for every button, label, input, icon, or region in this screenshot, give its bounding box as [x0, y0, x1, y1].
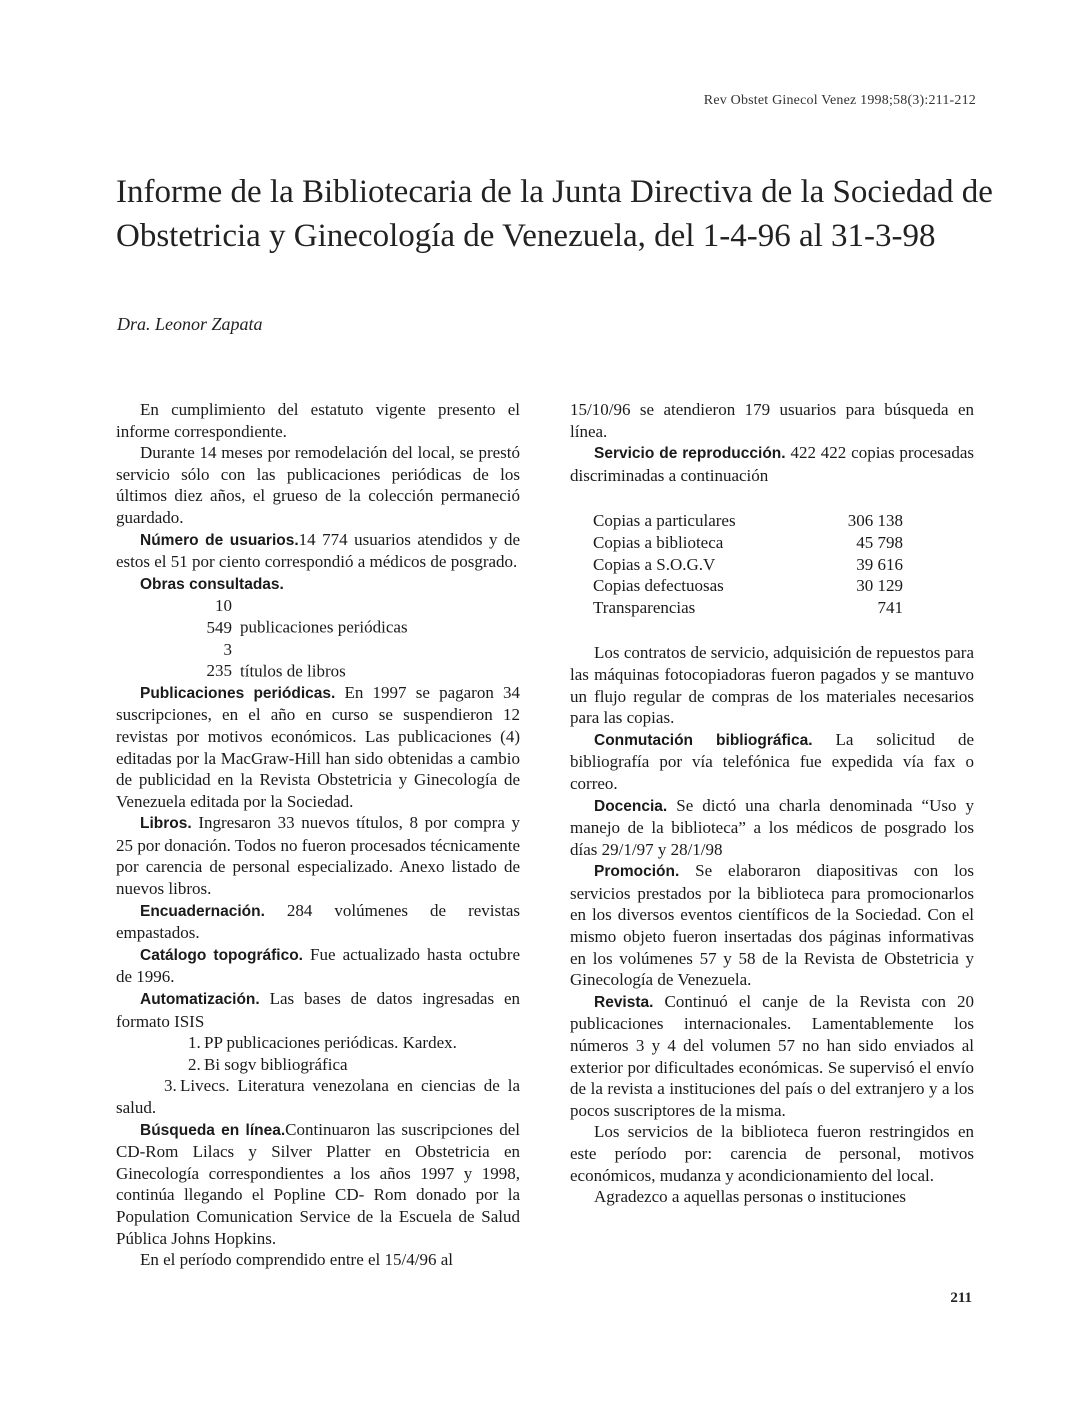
section-obras	[116, 573, 520, 596]
article-title: Informe de la Bibliotecaria de la Junta Directiva de la Sociedad de Obstetricia y Ginecología de Venezuela, del 1-4-96 al 31-3-98	[116, 174, 993, 254]
section-label: Encuadernación.	[140, 902, 265, 920]
section-libros	[116, 812, 520, 899]
section-label: Promoción.	[594, 863, 680, 881]
count-value: 3 235	[206, 639, 232, 681]
section-conmutacion	[570, 729, 974, 795]
count-value: 10 549	[206, 596, 232, 637]
paragraph-intro: En cumplimiento del estatuto vigente presento el informe correspondiente.	[116, 400, 520, 441]
section-label: Automatización.	[140, 991, 260, 1009]
section-label: Libros.	[140, 815, 192, 833]
section-automatizacion	[116, 988, 520, 1032]
section-text: 14 774 usuarios atendidos y de estos el 51 por ciento correspondió a médicos de posgrado.	[116, 529, 520, 572]
table-cell-label: Transparencias	[593, 597, 696, 617]
section-text: Las bases de datos ingresadas en formato ISIS	[116, 989, 520, 1031]
section-label: Revista.	[594, 993, 654, 1011]
item-text: títulos de libros	[240, 661, 346, 681]
section-encuadernacion	[116, 900, 520, 944]
section-usuarios	[116, 529, 520, 573]
section-text: Continuó el canje de la Revista con 20 publicaciones internacionales. Lamentablemente los números 3 y 4 del volumen 57 no han sido enviados al exterior por dificultades económicas. Se supervisó el envío de la revista a instituciones del país o del extranjero y a los pocos suscriptores de la misma.	[570, 991, 975, 1120]
section-text: Se dictó una charla denominada “Uso y manejo de la biblioteca” a los médicos de posgrado los días 29/1/97 y 28/1/98	[570, 795, 975, 859]
section-label: Conmutación bibliográfica.	[594, 731, 813, 749]
section-revista	[570, 991, 974, 1122]
table-cell-value: 45 798	[856, 532, 903, 552]
item-text: PP publicaciones periódicas. Kardex.	[204, 1033, 457, 1053]
table-cell-label: Copias a biblioteca	[593, 532, 724, 552]
section-reproduccion	[570, 442, 974, 486]
section-label: Publicaciones periódicas.	[140, 684, 336, 702]
table-cell-value: 39 616	[856, 554, 903, 574]
item-number: 1.	[188, 1033, 201, 1053]
list-item	[116, 595, 520, 638]
table-cell-value: 306 138	[847, 511, 903, 531]
paragraph-contratos: Los contratos de servicio, adquisición de repuestos para las máquinas fotocopiadoras fueron pagados y se mantuvo un flujo regular de compras de los materiales necesarios para las copias.	[570, 643, 974, 728]
table-row	[593, 554, 903, 576]
section-text: Continuaron las suscripciones del CD-Rom Lilacs y Silver Platter en Obstetricia en Ginecología correspondientes a los años 1997 y 1998, continúa llegando el Popline CD- Rom donado por la Population Comunication Service de la Escuela de Salud Pública Johns Hopkins.	[116, 1119, 520, 1248]
section-docencia	[570, 795, 974, 861]
item-number: 3.	[164, 1076, 177, 1096]
paragraph-periodo: En el período comprendido entre el 15/4/96 al	[140, 1250, 453, 1270]
section-text: 422 422 copias procesadas discriminadas a continuación	[570, 443, 975, 485]
section-text: 284 volúmenes de revistas empastados.	[116, 900, 520, 943]
paragraph-agradezco: Agradezco a aquellas personas o instituciones	[594, 1187, 907, 1207]
table-row	[593, 575, 903, 597]
section-label: Búsqueda en línea.	[140, 1121, 286, 1139]
section-text: Ingresaron 33 nuevos títulos, 8 por compra y 25 por donación. Todos no fueron procesados técnicamente por carencia de personal especializado. Anexo listado de nuevos libros.	[116, 813, 521, 899]
page-number: 211	[950, 1290, 972, 1306]
table-row	[593, 510, 903, 532]
list-item	[116, 639, 520, 682]
item-text: Bi sogv bibliográfica	[204, 1054, 348, 1074]
table-cell-label: Copias a S.O.G.V	[593, 554, 716, 574]
section-text: Se elaboraron diapositivas con los servicios prestados por la biblioteca para promocionarlos en los diversos eventos científicos de la Sociedad. Con el mismo objeto fueron insertadas dos páginas informativas en los volúmenes 57 y 58 de la Revista de Obstetricia y Ginecología de Venezuela.	[570, 861, 974, 990]
paragraph-remodel: Durante 14 meses por remodelación del local, se prestó servicio sólo con las publicaciones periódicas de los últimos diez años, el grueso de la colección permaneció guardado.	[116, 443, 520, 527]
list-item	[116, 1054, 520, 1076]
journal-citation: Rev Obstet Ginecol Venez 1998;58(3):211-212	[703, 93, 976, 108]
item-text: publicaciones periódicas	[240, 617, 408, 637]
section-promocion	[570, 860, 974, 991]
section-label: Servicio de reproducción.	[594, 445, 786, 463]
paragraph-servicios: Los servicios de la biblioteca fueron restringidos en este período por: carencia de personal, motivos económicos, mudanza y acondicionamiento del local.	[570, 1122, 974, 1185]
copies-table	[593, 510, 903, 618]
section-label: Número de usuarios.	[140, 531, 299, 549]
section-catalogo	[116, 944, 520, 988]
list-item	[116, 1075, 520, 1118]
section-label: Catálogo topográfico.	[140, 946, 303, 964]
paragraph-periodo-cont: 15/10/96 se atendieron 179 usuarios para búsqueda en línea.	[570, 400, 974, 441]
left-column	[116, 399, 520, 1271]
section-publicaciones	[116, 682, 520, 813]
item-number: 2.	[188, 1054, 201, 1074]
section-label: Obras consultadas.	[140, 575, 284, 593]
item-text: Livecs. Literatura venezolana en ciencias de la salud.	[116, 1076, 520, 1117]
section-label: Docencia.	[594, 797, 668, 815]
table-cell-label: Copias defectuosas	[593, 576, 724, 596]
section-text: Fue actualizado hasta octubre de 1996.	[116, 944, 520, 987]
section-text: En 1997 se pagaron 34 suscripciones, en el año en curso se suspendieron 12 revistas por motivos económicos. Las publicaciones (4) editadas por la MacGraw-Hill han sido obtenidas a cambio de publicidad en la Revista Obstetricia y Ginecología de Venezuela editada por la Sociedad.	[116, 682, 521, 811]
list-item	[116, 1032, 520, 1054]
table-row	[593, 597, 903, 619]
section-text: La solicitud de bibliografía por vía telefónica fue expedida vía fax o correo.	[570, 729, 975, 793]
table-cell-value: 741	[877, 597, 903, 617]
table-row	[593, 532, 903, 554]
section-busqueda	[116, 1119, 520, 1250]
author-name: Dra. Leonor Zapata	[117, 314, 263, 334]
table-cell-value: 30 129	[856, 576, 903, 596]
right-column	[570, 399, 974, 1208]
table-cell-label: Copias a particulares	[593, 511, 736, 531]
